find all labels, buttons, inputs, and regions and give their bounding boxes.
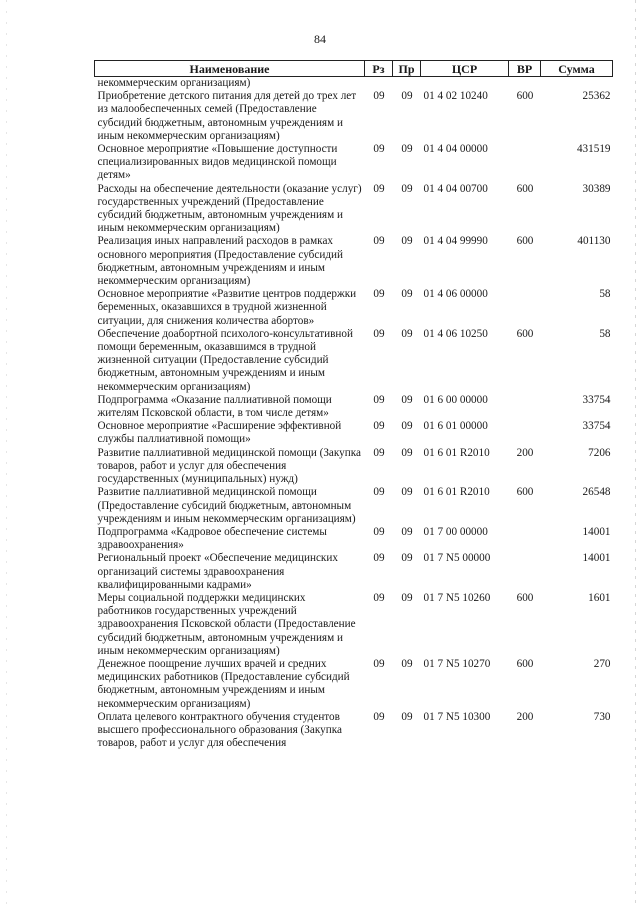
cell-pr: 09 bbox=[401, 591, 413, 604]
cell-csr: 01 6 00 00000 bbox=[423, 393, 488, 406]
cell-rz: 09 bbox=[373, 657, 385, 670]
cell-pr: 09 bbox=[401, 393, 413, 406]
cell-pr: 09 bbox=[401, 657, 413, 670]
cell-sum: 1601 bbox=[588, 591, 611, 604]
page-number: 84 bbox=[314, 32, 326, 46]
cell-name: Развитие паллиативной медицинской помощи (Предоставление субсидий бюджетным, автономным учреждениям и иным некоммерческим организациям) bbox=[97, 486, 356, 525]
table-row bbox=[95, 658, 613, 711]
cell-pr: 09 bbox=[401, 143, 413, 156]
cell-vr: 200 bbox=[516, 710, 534, 723]
table-row bbox=[95, 328, 613, 394]
cell-name: некоммерческим организациям) bbox=[97, 77, 251, 89]
cell-pr: 09 bbox=[401, 327, 413, 340]
cell-pr: 09 bbox=[401, 552, 413, 565]
cell-csr: 01 4 06 00000 bbox=[423, 288, 488, 301]
cell-sum: 7206 bbox=[588, 446, 611, 459]
cell-csr: 01 4 04 00700 bbox=[423, 182, 488, 195]
header-sum: Сумма bbox=[541, 61, 613, 77]
cell-pr: 09 bbox=[401, 235, 413, 248]
cell-vr: 600 bbox=[516, 182, 534, 195]
scan-artifact-left bbox=[6, 0, 7, 905]
cell-pr: 09 bbox=[401, 446, 413, 459]
cell-sum bbox=[541, 77, 613, 91]
cell-sum: 33754 bbox=[582, 420, 611, 433]
cell-vr bbox=[509, 394, 541, 420]
cell-vr: 600 bbox=[516, 591, 534, 604]
cell-rz: 09 bbox=[373, 552, 385, 565]
table-header bbox=[95, 61, 613, 77]
table-row bbox=[95, 711, 613, 751]
table-row bbox=[95, 526, 613, 552]
cell-sum: 58 bbox=[599, 288, 611, 301]
cell-csr: 01 6 01 00000 bbox=[423, 420, 488, 433]
table-row bbox=[95, 592, 613, 658]
cell-csr bbox=[421, 77, 509, 91]
header-vr: ВР bbox=[509, 61, 541, 77]
table-body bbox=[95, 77, 613, 751]
cell-vr: 600 bbox=[516, 327, 534, 340]
cell-rz: 09 bbox=[373, 486, 385, 499]
cell-name: Основное мероприятие «Повышение доступности специализированных видов медицинской помощи детям» bbox=[97, 143, 338, 182]
cell-vr bbox=[509, 420, 541, 446]
cell-csr: 01 7 N5 00000 bbox=[423, 552, 491, 565]
cell-vr: 600 bbox=[516, 90, 534, 103]
table-row bbox=[95, 447, 613, 487]
cell-rz: 09 bbox=[373, 90, 385, 103]
cell-sum: 431519 bbox=[576, 143, 611, 156]
cell-name: Основное мероприятие «Расширение эффективной службы паллиативной помощи» bbox=[97, 420, 342, 446]
cell-sum: 25362 bbox=[582, 90, 611, 103]
cell-pr: 09 bbox=[401, 90, 413, 103]
table-row bbox=[95, 90, 613, 143]
cell-pr: 09 bbox=[401, 710, 413, 723]
table-row bbox=[95, 394, 613, 420]
cell-name: Реализация иных направлений расходов в рамках основного мероприятия (Предоставление субсидий бюджетным, автономным учреждениям и иным некоммерческим организациям) bbox=[97, 235, 343, 288]
cell-rz: 09 bbox=[373, 182, 385, 195]
cell-name: Денежное поощрение лучших врачей и средних медицинских работников (Предоставление субсидий бюджетным, автономным учреждениям и иным некоммерческим организациям) bbox=[97, 657, 350, 710]
table-row bbox=[95, 183, 613, 236]
cell-csr: 01 7 N5 10300 bbox=[423, 710, 491, 723]
table-row bbox=[95, 143, 613, 183]
table-row bbox=[95, 288, 613, 328]
cell-name: Меры социальной поддержки медицинских работников государственных учреждений здравоохранения Псковской области (Предоставление субсидий бюджетным, автономным учреждениям и иным некоммерческим организациям) bbox=[97, 591, 356, 657]
cell-rz: 09 bbox=[373, 288, 385, 301]
cell-vr: 600 bbox=[516, 235, 534, 248]
table-row bbox=[95, 420, 613, 446]
cell-pr: 09 bbox=[401, 420, 413, 433]
cell-csr: 01 4 06 10250 bbox=[423, 327, 488, 340]
cell-csr: 01 6 01 R2010 bbox=[423, 486, 490, 499]
cell-sum: 14001 bbox=[582, 525, 611, 538]
cell-pr: 09 bbox=[401, 486, 413, 499]
cell-vr bbox=[509, 552, 541, 592]
budget-table bbox=[94, 60, 613, 750]
cell-rz: 09 bbox=[373, 235, 385, 248]
header-csr: ЦСР bbox=[421, 61, 509, 77]
cell-csr: 01 7 00 00000 bbox=[423, 525, 488, 538]
cell-sum: 33754 bbox=[582, 393, 611, 406]
scan-artifact-right bbox=[635, 0, 636, 905]
cell-name: Региональный проект «Обеспечение медицинских организаций системы здравоохранения квалифицированными кадрами» bbox=[97, 552, 338, 591]
cell-sum: 401130 bbox=[577, 235, 611, 248]
cell-vr bbox=[509, 77, 541, 91]
cell-csr: 01 4 04 99990 bbox=[423, 235, 488, 248]
header-pr: Пр bbox=[393, 61, 421, 77]
cell-pr: 09 bbox=[401, 288, 413, 301]
table-row bbox=[95, 77, 613, 91]
table-row bbox=[95, 235, 613, 288]
cell-csr: 01 7 N5 10270 bbox=[423, 657, 491, 670]
cell-rz: 09 bbox=[373, 710, 385, 723]
cell-sum: 14001 bbox=[582, 552, 611, 565]
cell-name: Обеспечение доабортной психолого-консультативной помощи беременным, оказавшимся в трудной жизненной ситуации (Предоставление субсидий бюджетным, автономным учреждениям и иным некоммерческим организациям) bbox=[97, 327, 353, 393]
cell-sum: 58 bbox=[599, 327, 611, 340]
cell-pr: 09 bbox=[401, 525, 413, 538]
cell-rz: 09 bbox=[373, 591, 385, 604]
cell-pr: 09 bbox=[401, 182, 413, 195]
header-name: Наименование bbox=[95, 61, 365, 77]
cell-pr bbox=[393, 77, 421, 91]
cell-rz: 09 bbox=[373, 525, 385, 538]
cell-sum: 26548 bbox=[582, 486, 611, 499]
cell-csr: 01 4 02 10240 bbox=[423, 90, 488, 103]
cell-rz: 09 bbox=[373, 327, 385, 340]
cell-vr: 600 bbox=[516, 486, 534, 499]
cell-rz: 09 bbox=[373, 446, 385, 459]
cell-sum: 30389 bbox=[582, 182, 611, 195]
cell-csr: 01 6 01 R2010 bbox=[423, 446, 490, 459]
cell-vr bbox=[509, 526, 541, 552]
cell-rz: 09 bbox=[373, 420, 385, 433]
cell-name: Расходы на обеспечение деятельности (оказание услуг) государственных учреждений (Предоставление субсидий бюджетным, автономным учреждениям и иным некоммерческим организациям) bbox=[97, 182, 362, 235]
cell-vr bbox=[509, 288, 541, 328]
cell-rz: 09 bbox=[373, 393, 385, 406]
cell-name: Приобретение детского питания для детей до трех лет из малообеспеченных семей (Предоставление субсидий бюджетным, автономным учреждениям и иным некоммерческим организациям) bbox=[97, 90, 357, 142]
cell-sum: 270 bbox=[593, 657, 611, 670]
cell-name: Развитие паллиативной медицинской помощи (Закупка товаров, работ и услуг для обеспечения государственных (муниципальных) нужд) bbox=[97, 446, 361, 486]
cell-csr: 01 7 N5 10260 bbox=[423, 591, 491, 604]
cell-name: Основное мероприятие «Развитие центров поддержки беременных, оказавшихся в трудной жизненной ситуации, для снижения количества абортов» bbox=[97, 288, 357, 327]
cell-vr: 200 bbox=[516, 446, 534, 459]
cell-name: Подпрограмма «Кадровое обеспечение системы здравоохранения» bbox=[97, 525, 327, 552]
cell-csr: 01 4 04 00000 bbox=[423, 143, 488, 156]
cell-vr bbox=[509, 143, 541, 183]
table-row bbox=[95, 552, 613, 592]
cell-rz: 09 bbox=[373, 143, 385, 156]
header-rz: Рз bbox=[365, 61, 393, 77]
cell-rz bbox=[365, 77, 393, 91]
cell-name: Оплата целевого контрактного обучения студентов высшего профессионального образования (Закупка товаров, работ и услуг для обеспечения bbox=[97, 710, 342, 750]
cell-vr: 600 bbox=[516, 657, 534, 670]
cell-name: Подпрограмма «Оказание паллиативной помощи жителям Псковской области, в том числе детям» bbox=[97, 393, 332, 420]
cell-sum: 730 bbox=[593, 710, 611, 723]
table-row bbox=[95, 486, 613, 526]
